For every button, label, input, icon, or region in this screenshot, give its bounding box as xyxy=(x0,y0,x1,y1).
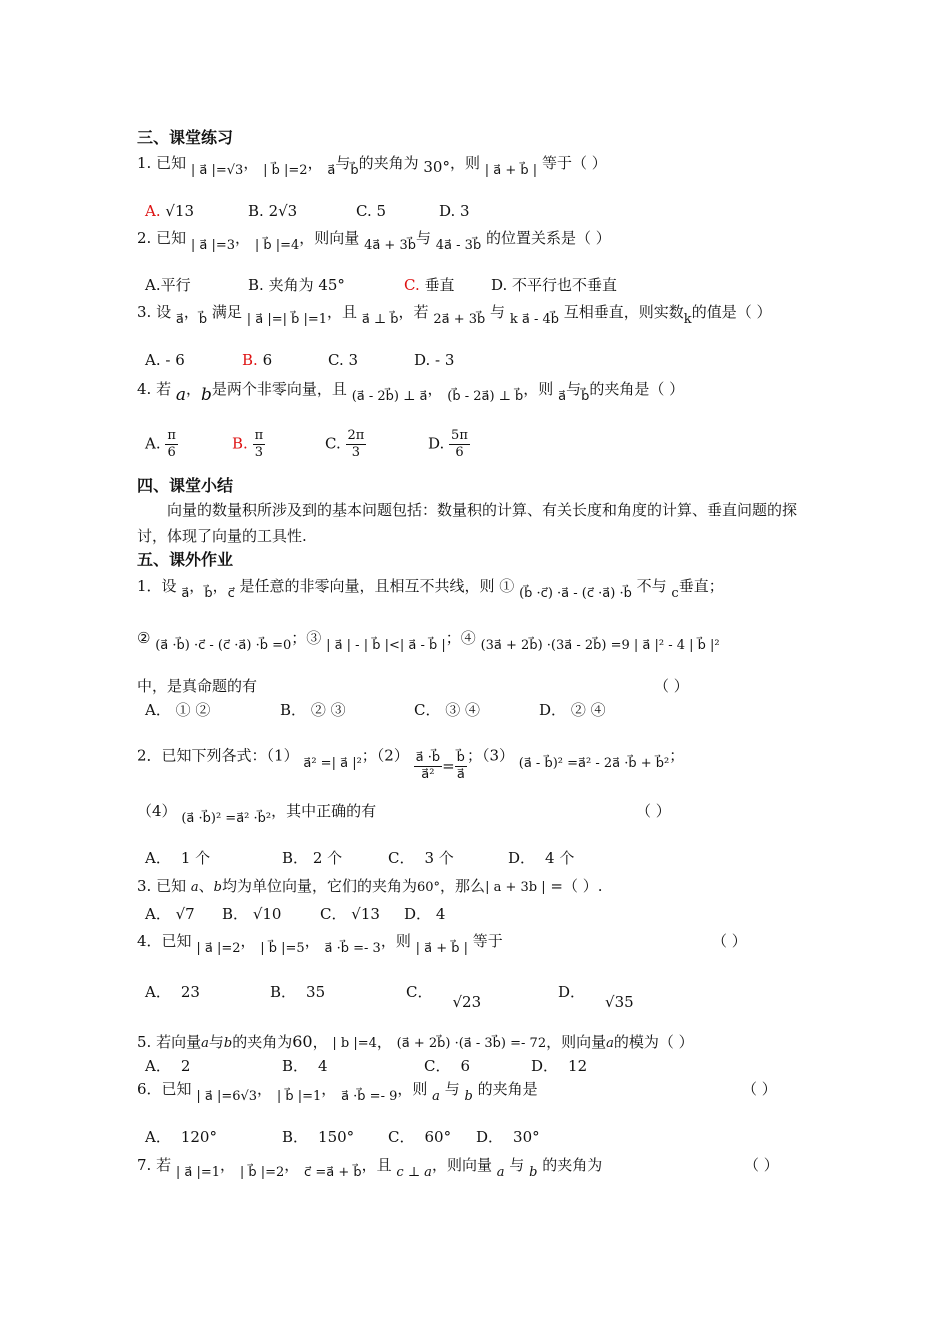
homework-1-option-d: D． ② ④ xyxy=(539,701,606,719)
homework-1-line3: 中，是真命题的有 xyxy=(137,677,258,695)
homework-4-option-c: C．√23 xyxy=(406,983,482,1011)
exercise-2-option-d: D. 不平行也不垂直 xyxy=(491,276,618,294)
exercise-1-option-a: A. √13 xyxy=(145,202,195,220)
exercise-3-option-b: B. 6 xyxy=(242,351,273,369)
exercise-1-option-c: C. 5 xyxy=(356,202,387,220)
homework-5-option-d: D． 12 xyxy=(531,1057,588,1075)
exercise-3-option-c: C. 3 xyxy=(328,351,359,369)
exercise-3-option-d: D. - 3 xyxy=(414,351,455,369)
homework-5-option-b: B． 4 xyxy=(282,1057,328,1075)
exercise-2-option-c: C. 垂直 xyxy=(404,276,455,294)
homework-4-option-b: B． 35 xyxy=(270,983,326,1001)
exercise-2-option-b: B. 夹角为 45° xyxy=(248,276,345,294)
homework-3-option-a: A． √7 xyxy=(145,905,195,923)
homework-2-option-c: C． 3 个 xyxy=(388,849,454,867)
homework-1-option-a: A． ① ② xyxy=(145,701,211,719)
exercise-3-stem: 3. 设 a⃗，b⃗ 满足 | a⃗ |=| b⃗ |=1，且 a⃗ ⊥ b⃗，若 2a⃗ + 3b⃗ 与 k a⃗ - 4b⃗ 互相垂直，则实数k的值是（ ） xyxy=(137,303,772,327)
exercise-4-option-b: B. $\frac{\pi}{3}$ xyxy=(232,428,264,460)
homework-3-option-d: D． 4 xyxy=(404,905,446,923)
homework-2-stem: 2．已知下列各式：（1） a⃗² =| a⃗ |²；（2） $\frac{a⃗ \cdot b⃗}{\text{a⃗²}}$ = $\frac{b⃗}{a⃗}$ ；（3） (a⃗ - b⃗)² =a⃗² - 2a⃗ ·b⃗ + b⃗²； xyxy=(137,746,685,782)
section-title-homework: 五、课外作业 xyxy=(137,550,234,569)
exercise-1-option-b: B. 2√3 xyxy=(248,202,298,220)
summary-paragraph: 向量的数量积所涉及到的基本问题包括：数量积的计算、有关长度和角度的计算、垂直问题的探讨，体现了向量的工具性. xyxy=(137,501,798,545)
homework-2-answer-blank: （ ） xyxy=(636,802,671,820)
homework-3-option-b: B． √10 xyxy=(222,905,282,923)
exercise-4-stem: 4. 若 a，b是两个非零向量，且 (a⃗ - 2b⃗) ⊥ a⃗， (b⃗ - 2a⃗) ⊥ b⃗，则 a⃗与b⃗的夹角是（ ） xyxy=(137,380,685,405)
homework-6-option-a: A． 120° xyxy=(145,1128,217,1146)
homework-2-option-d: D． 4 个 xyxy=(508,849,575,867)
homework-6-option-b: B． 150° xyxy=(282,1128,355,1146)
homework-1-stem: 1．设 a⃗，b⃗，c⃗ 是任意的非零向量，且相互不共线，则 ① (b⃗ ·c⃗) ·a⃗ - (c⃗ ·a⃗) ·b⃗ 不与 c垂直； xyxy=(137,577,724,601)
homework-2-option-a: A． 1 个 xyxy=(145,849,211,867)
homework-4-answer-blank: （ ） xyxy=(712,932,747,950)
exercise-2-stem: 2. 已知 | a⃗ |=3， | b⃗ |=4，则向量 4a⃗ + 3b⃗与 4a⃗ - 3b⃗ 的位置关系是（ ） xyxy=(137,229,611,253)
homework-1-answer-blank: （ ） xyxy=(654,677,689,695)
section-title-exercises: 三、课堂练习 xyxy=(137,128,234,147)
homework-5-stem: 5. 若向量a与b的夹角为60， | b |=4， (a⃗ + 2b⃗) ·(a⃗ - 3b⃗) =- 72，则向量a的模为（ ） xyxy=(137,1032,694,1051)
exercise-1-option-d: D. 3 xyxy=(439,202,470,220)
homework-4-option-d: D．√35 xyxy=(558,983,634,1011)
homework-5-option-c: C． 6 xyxy=(424,1057,471,1075)
exercise-2-option-a: A.平行 xyxy=(145,276,191,294)
exercise-3-option-a: A. - 6 xyxy=(145,351,185,369)
homework-6-option-d: D． 30° xyxy=(476,1128,540,1146)
homework-2-line2: （4） (a⃗ ·b⃗)² =a⃗² ·b⃗²，其中正确的有 xyxy=(137,802,377,826)
homework-6-stem: 6．已知 | a⃗ |=6√3， | b⃗ |=1， a⃗ ·b⃗ =- 9，则 a 与 b 的夹角是 xyxy=(137,1080,538,1104)
section-title-summary: 四、课堂小结 xyxy=(137,476,234,495)
homework-6-option-c: C． 60° xyxy=(388,1128,452,1146)
homework-7-stem: 7. 若 | a⃗ |=1， | b⃗ |=2， c⃗ =a⃗ + b⃗，且 c ⊥ a，则向量 a 与 b 的夹角为 xyxy=(137,1156,603,1180)
homework-6-answer-blank: （ ） xyxy=(742,1080,777,1098)
homework-3-stem: 3. 已知 a、b均为单位向量，它们的夹角为60°，那么| a + 3b | =（ ）. xyxy=(137,877,603,895)
homework-7-answer-blank: （ ） xyxy=(744,1156,779,1174)
homework-4-stem: 4．已知 | a⃗ |=2， | b⃗ |=5， a⃗ ·b⃗ =- 3，则 | a⃗ + b⃗ | 等于 xyxy=(137,932,503,956)
homework-1-option-c: C． ③ ④ xyxy=(414,701,481,719)
homework-2-option-b: B． 2 个 xyxy=(282,849,343,867)
exercise-4-option-a: A. $\frac{\pi}{6}$ xyxy=(145,428,176,460)
homework-5-option-a: A． 2 xyxy=(145,1057,191,1075)
exercise-4-option-d: D. $\frac{5\pi}{6}$ xyxy=(428,428,468,460)
homework-1-option-b: B． ② ③ xyxy=(280,701,346,719)
exercise-4-option-c: C. $\frac{2\pi}{3}$ xyxy=(325,428,365,460)
homework-3-option-c: C． √13 xyxy=(320,905,380,923)
homework-1-line2: ② (a⃗ ·b⃗) ·c⃗ - (c⃗ ·a⃗) ·b⃗ =0；③ | a⃗ | - | b⃗ |<| a⃗ - b⃗ |；④ (3a⃗ + 2b⃗) ·(3a⃗ - 2b⃗) =9 | a⃗ |² - 4 | b⃗ |² xyxy=(137,629,720,653)
exercise-1-stem: 1. 已知 | a⃗ |=√3， | b⃗ |=2， a⃗与b⃗的夹角为 30°，则 | a⃗ + b⃗ | 等于（ ） xyxy=(137,154,607,178)
homework-4-option-a: A． 23 xyxy=(145,983,200,1001)
